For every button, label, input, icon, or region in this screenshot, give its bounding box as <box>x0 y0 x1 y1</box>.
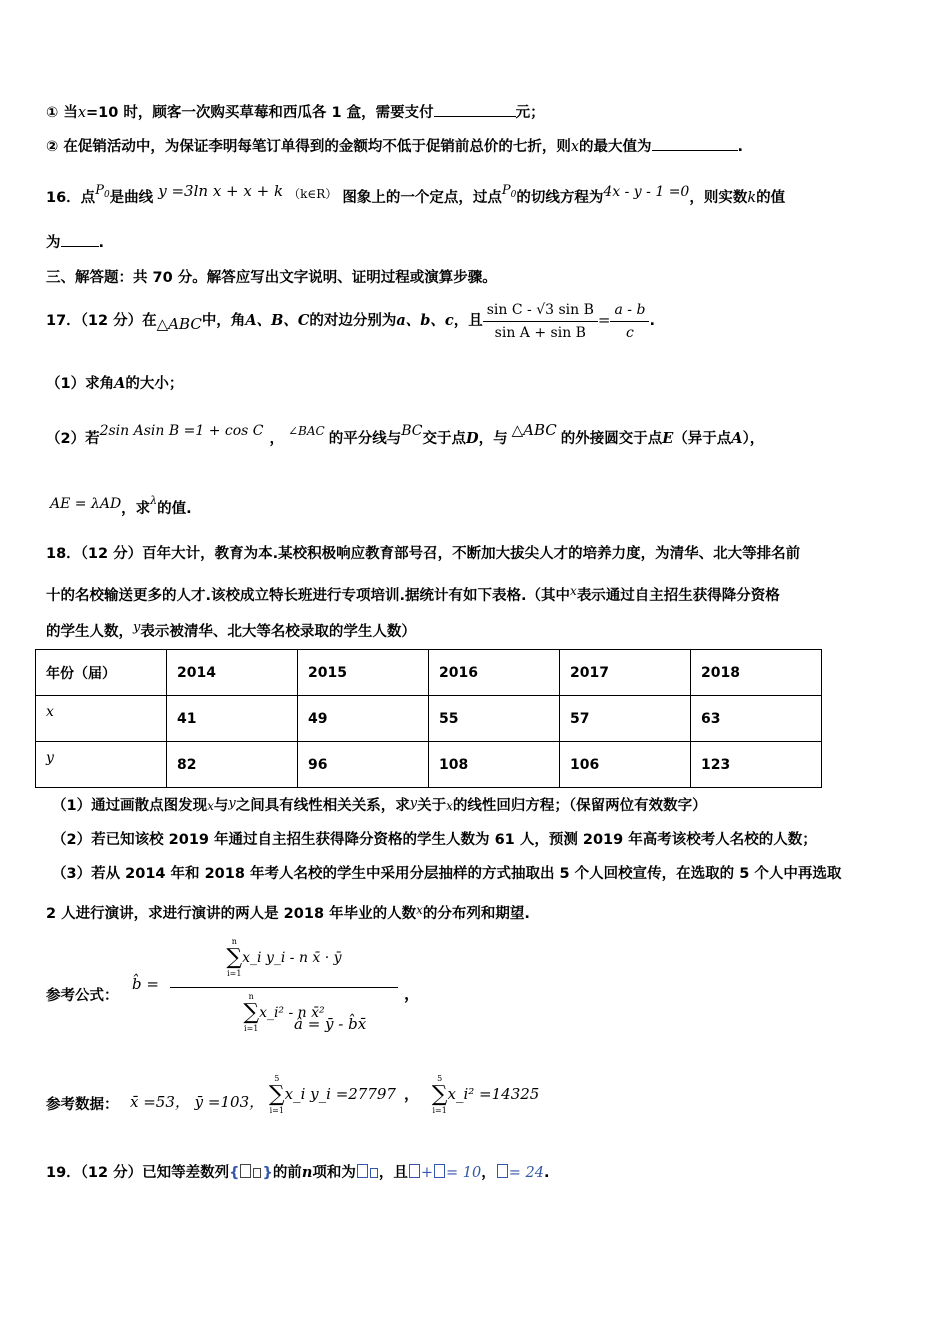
section-heading: 三、解答题：共 70 分。解答应写出文字说明、证明过程或演算步骤。 <box>46 270 497 286</box>
table-header-cell: 2017 <box>560 650 691 696</box>
q16-line2: 为 . <box>46 232 104 254</box>
table-header-cell: 2016 <box>429 650 560 696</box>
q17-part2: （2）若2sin Asin B =1 + cos C ， $^{\angle BAC}$ 的平分线与BC交于点D，与 △ABC 的外接圆交于点E（异于点A）， <box>46 421 765 447</box>
missing-glyph-icon <box>370 1168 378 1178</box>
missing-glyph-icon <box>497 1164 508 1178</box>
missing-glyph-icon <box>253 1168 261 1178</box>
table-header-cell: 2014 <box>167 650 298 696</box>
q15-part1: ① 当x=10 时，顾客一次购买草莓和西瓜各 1 盒，需要支付 元； <box>46 102 545 124</box>
data-table <box>35 649 822 788</box>
table-cell: 55 <box>429 696 560 742</box>
missing-glyph-icon <box>357 1164 368 1178</box>
formula-ahat: â = ȳ - b̂x̄ <box>294 1015 367 1033</box>
q18-line1: 18．（12 分）百年大计，教育为本.某校积极响应教育部号召，不断加大拔尖人才的培养力度，为清华、北大等排名前 <box>46 546 801 562</box>
table-cell: y <box>36 742 167 788</box>
q17-part2-cont: AE = λAD，求$^\lambda$的值. <box>50 494 192 517</box>
formula-fraction: n ∑ i=1 x_i y_i - n x̄ · ȳ n ∑ i=1 x_i² - n x̄² <box>170 937 398 1034</box>
q17-line1: 17．（12 分）在△ABC中，角A、B、C的对边分别为a、b、c，且 $\frac{\text{sin C - √3 sin B}}{\text{sin A + sin B}}$ = $\frac{a - b}{c}$ . <box>46 295 655 349</box>
reference-data: x̄ =53， ȳ =103， 5 ∑ i=1 x_i y_i =27797 ， 5 ∑ i=1 x_i² =14325 <box>130 1073 540 1115</box>
missing-glyph-icon <box>240 1164 251 1178</box>
table-cell: 57 <box>560 696 691 742</box>
table-row <box>36 696 822 742</box>
q18-sub3: （3）若从 2014 年和 2018 年考人名校的学生中采用分层抽样的方式抽取出 5 个人回校宣传，在选取的 5 个人中再选取 <box>52 866 842 882</box>
q16-line1: 16．点$P_0$是曲线 y =3ln x + x + k $^{(k\in R)}$ 图象上的一个定点，过点$P_0$的切线方程为4x - y - 1 =0，则实数k的值 <box>46 182 786 206</box>
q18-sub2: （2）若已知该校 2019 年通过自主招生获得降分资格的学生人数为 61 人，预测 2019 年高考该校考人名校的人数； <box>52 832 817 848</box>
table-cell: 49 <box>298 696 429 742</box>
answer-blank[interactable] <box>652 136 738 151</box>
q18-line2: 十的名校输送更多的人才.该校成立特长班进行专项培训.据统计有如下表格.（其中$^x$表示通过自主招生获得降分资格 <box>46 584 780 604</box>
table-cell: 63 <box>691 696 822 742</box>
answer-blank[interactable] <box>61 232 99 247</box>
table-cell: 106 <box>560 742 691 788</box>
missing-glyph-icon <box>434 1164 445 1178</box>
table-header-row <box>36 650 822 696</box>
table-header-cell: 年份（届） <box>36 650 167 696</box>
q17-part1: （1）求角A的大小； <box>46 375 184 392</box>
answer-blank[interactable] <box>434 102 516 117</box>
q18-sub1: （1）通过画散点图发现x与y之间具有线性相关关系，求y关于x的线性回归方程；（保留两位有效数字） <box>52 796 707 814</box>
table-cell: 123 <box>691 742 822 788</box>
table-header-cell: 2015 <box>298 650 429 696</box>
table-cell: 108 <box>429 742 560 788</box>
table-cell: 82 <box>167 742 298 788</box>
q15-part2: ② 在促销活动中，为保证李明每笔订单得到的金额均不低于促销前总价的七折，则x的最大值为 . <box>46 136 743 158</box>
formula-label: 参考公式： <box>46 988 119 1004</box>
table-cell: 96 <box>298 742 429 788</box>
missing-glyph-icon <box>409 1164 420 1178</box>
q19-line1: 19．（12 分）已知等差数列{ }的前n项和为 ，且 + = 10， = 24. <box>46 1164 550 1181</box>
table-row <box>36 742 822 788</box>
table-cell: x <box>36 696 167 742</box>
data-label: 参考数据： <box>46 1097 119 1113</box>
q18-line3: 的学生人数，y表示被清华、北大等名校录取的学生人数） <box>46 620 416 640</box>
table-cell: 41 <box>167 696 298 742</box>
q18-sub3-cont: 2 人进行演讲，求进行演讲的两人是 2018 年毕业的人数$^x$的分布列和期望. <box>46 903 530 922</box>
table-header-cell: 2018 <box>691 650 822 696</box>
